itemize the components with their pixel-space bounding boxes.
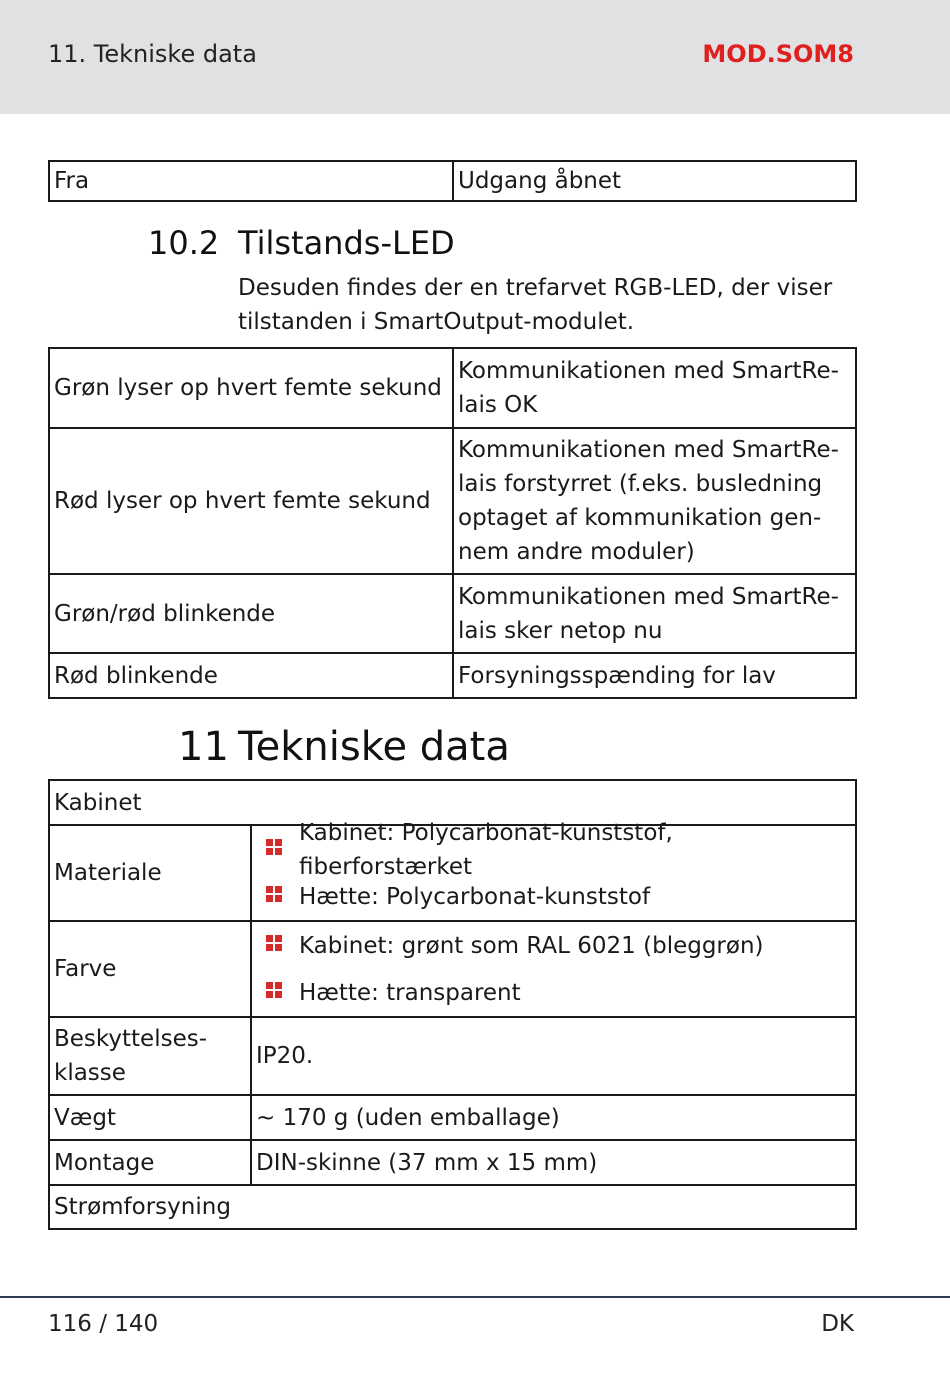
table-row xyxy=(49,921,856,1017)
table-row xyxy=(49,161,856,201)
led-meaning-cell xyxy=(453,428,856,574)
bullet-icon xyxy=(266,839,283,856)
meaning-line: Kommunikationen med SmartRe- xyxy=(458,437,839,463)
section-title: Tilstands-LED xyxy=(238,224,455,262)
table-row xyxy=(49,825,856,921)
table-row xyxy=(49,348,856,428)
bullet-icon xyxy=(266,886,283,903)
meaning-line: Kommunikationen med SmartRe- xyxy=(458,358,839,384)
property-value: DIN-skinne (37 mm x 15 mm) xyxy=(251,1140,856,1185)
table-row xyxy=(49,653,856,698)
table-row xyxy=(49,1185,856,1229)
footer-divider xyxy=(0,1296,950,1298)
group-header-cell: Kabinet xyxy=(49,780,856,825)
property-label: Farve xyxy=(49,921,251,1017)
table-row xyxy=(49,1095,856,1140)
list-item-text: Hætte: transparent xyxy=(299,979,521,1006)
list-item xyxy=(256,922,851,969)
language-code: DK xyxy=(821,1311,854,1337)
meaning-line: lais OK xyxy=(458,392,538,418)
property-label xyxy=(49,1017,251,1095)
property-value: ~ 170 g (uden emballage) xyxy=(251,1095,856,1140)
chapter-title: Tekniske data xyxy=(238,724,510,770)
table-row xyxy=(49,1017,856,1095)
meaning-line: nem andre moduler) xyxy=(458,539,695,565)
list-item-text: Hætte: Polycarbonat-kunststof xyxy=(299,883,651,910)
bullet-icon xyxy=(266,935,283,952)
section-number: 10.2 xyxy=(148,224,220,262)
table-row xyxy=(49,574,856,653)
list-item xyxy=(256,819,851,880)
led-status-table xyxy=(48,347,857,699)
list-item xyxy=(256,969,851,1016)
property-value xyxy=(251,819,856,921)
paragraph-line: tilstanden i SmartOutput-modulet. xyxy=(238,309,635,335)
technical-data-table xyxy=(48,779,857,1230)
property-value: IP20. xyxy=(251,1017,856,1095)
label-line: Beskyttelses- xyxy=(54,1026,208,1052)
led-meaning-cell xyxy=(453,653,856,698)
page-header xyxy=(0,0,950,114)
led-state-cell: Rød lyser op hvert femte sekund xyxy=(49,428,453,574)
list-item-text: Kabinet: Polycarbonat-kunststof, fiberforstærket xyxy=(299,819,673,880)
page-number: 116 / 140 xyxy=(48,1311,159,1337)
meaning-line: lais forstyrret (f.eks. busledning xyxy=(458,471,823,497)
led-state-cell: Rød blinkende xyxy=(49,653,453,698)
bullet-icon xyxy=(266,982,283,999)
meaning-line: optaget af kommunikation gen- xyxy=(458,505,822,531)
led-state-cell: Grøn lyser op hvert femte sekund xyxy=(49,348,453,428)
led-meaning-cell xyxy=(453,348,856,428)
output-state-table xyxy=(48,160,857,202)
meaning-cell: Udgang åbnet xyxy=(453,161,856,201)
led-state-cell: Grøn/rød blinkende xyxy=(49,574,453,653)
meaning-line: lais sker netop nu xyxy=(458,617,663,644)
property-value xyxy=(251,921,856,1017)
chapter-number: 11 xyxy=(178,724,229,770)
section-paragraph xyxy=(238,271,848,339)
property-label: Montage xyxy=(49,1140,251,1185)
property-label: Vægt xyxy=(49,1095,251,1140)
meaning-line: Kommunikationen med SmartRe- xyxy=(458,583,839,610)
group-header-cell: Strømforsyning xyxy=(49,1185,856,1229)
header-model-name: MOD.SOM8 xyxy=(702,40,854,68)
list-item-text: Kabinet: grønt som RAL 6021 (bleggrøn) xyxy=(299,932,764,959)
property-label: Materiale xyxy=(49,825,251,921)
led-meaning-cell xyxy=(453,574,856,653)
meaning-line: Forsyningsspænding for lav xyxy=(458,662,776,689)
table-row xyxy=(49,428,856,574)
state-cell: Fra xyxy=(49,161,453,201)
table-row xyxy=(49,1140,856,1185)
label-line: klasse xyxy=(54,1060,126,1086)
paragraph-line: Desuden findes der en trefarvet RGB-LED, der viser xyxy=(238,275,833,301)
header-section-title: 11. Tekniske data xyxy=(48,40,257,68)
